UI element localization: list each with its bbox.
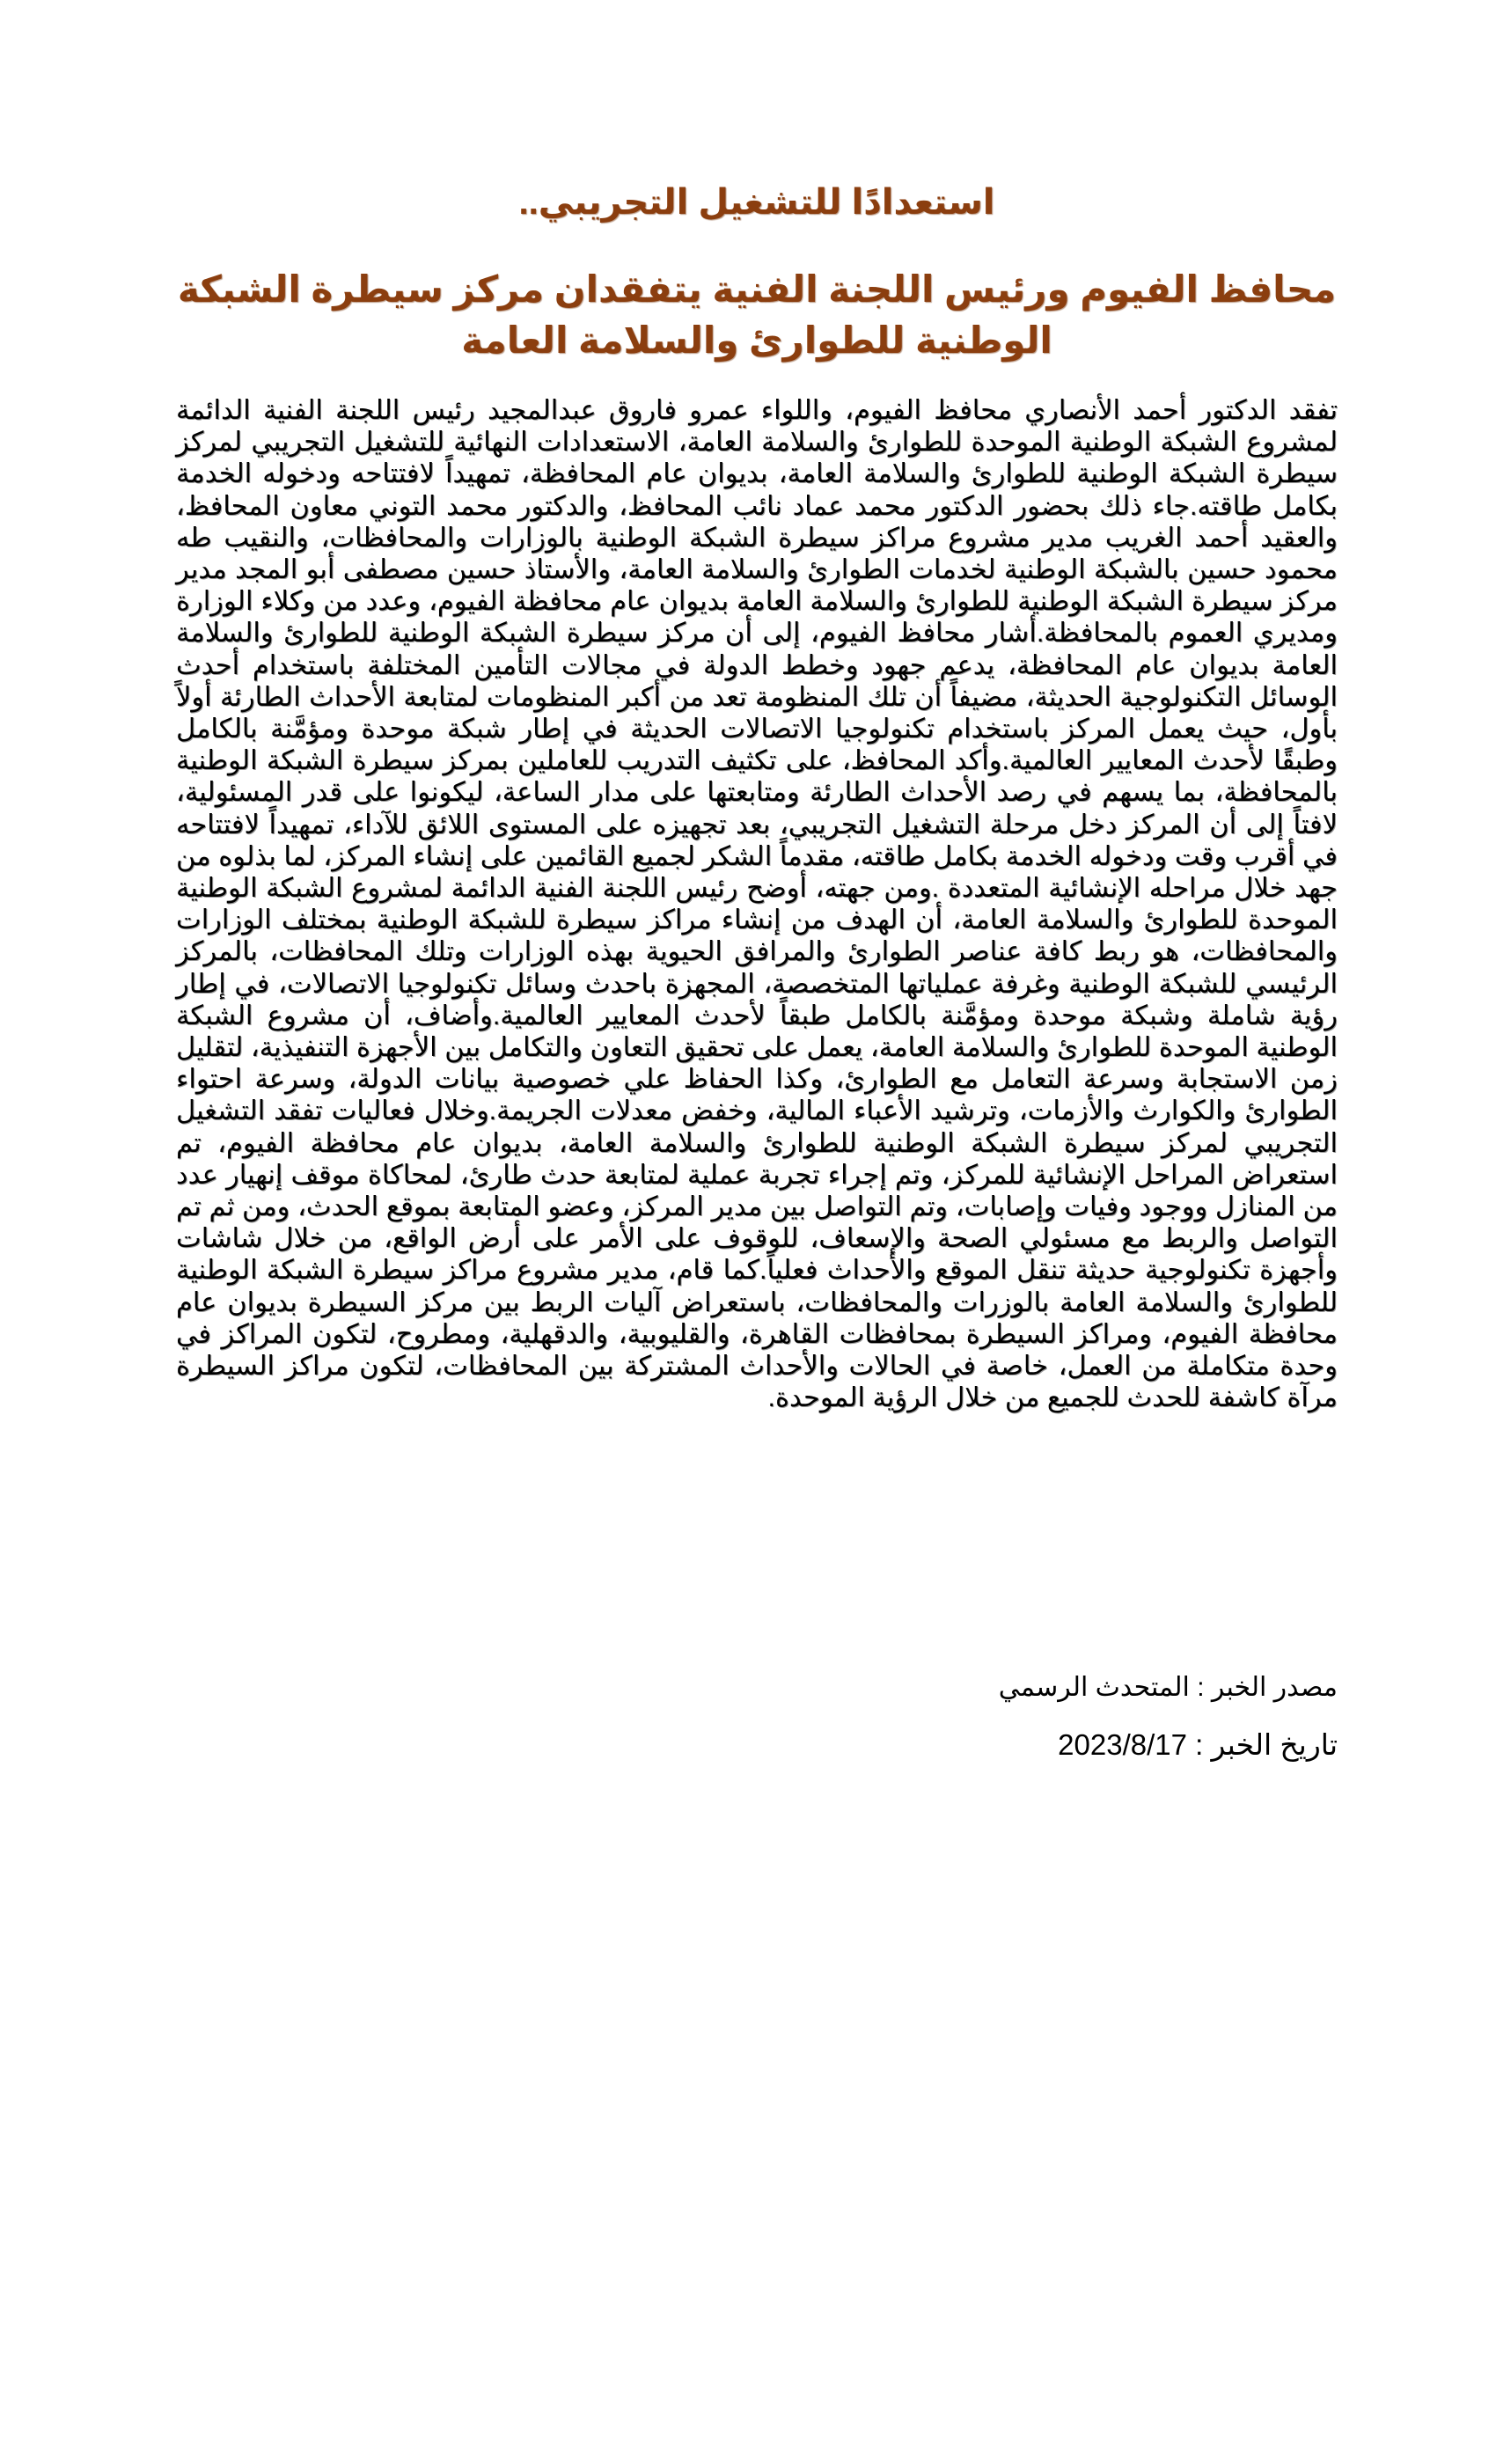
date-label: تاريخ الخبر : bbox=[1195, 1728, 1338, 1761]
source-label: مصدر الخبر : bbox=[1197, 1673, 1338, 1702]
source-value: المتحدث الرسمي bbox=[998, 1673, 1190, 1702]
article-body bbox=[176, 394, 1338, 1414]
article-headline: محافظ الفيوم ورئيس اللجنة الفنية يتفقدان مركز سيطرة الشبكة الوطنية للطوارئ والسلامة العامة bbox=[177, 268, 1337, 361]
article-source bbox=[999, 1672, 1338, 1704]
article-date bbox=[1058, 1727, 1338, 1763]
article-kicker: استعدادًا للتشغيل التجريبي.. bbox=[518, 183, 995, 222]
date-value: 2023/8/17 bbox=[1058, 1728, 1187, 1761]
article-body-paragraph: تفقد الدكتور أحمد الأنصاري محافظ الفيوم، واللواء عمرو فاروق عبدالمجيد رئيس اللجنة الفنية الدائمة لمشروع الشبكة الوطنية الموحدة للطوارئ والسلامة العامة، الاستعدادات النهائية للتشغيل التجريبي لمركز سيطرة الشبكة الوطنية للطوارئ والسلامة العامة، بديوان عام المحافظة، تمهيداً لافتتاحه ودخوله الخدمة بكامل طاقته.جاء ذلك بحضور الدكتور محمد عماد نائب المحافظ، والدكتور محمد التوني معاون المحافظ، والعقيد أحمد الغريب مدير مشروع مراكز سيطرة الشبكة الوطنية بالوزارات والمحافظات، والنقيب طه محمود حسين بالشبكة الوطنية لخدمات الطوارئ والسلامة العامة، والأستاذ حسين مصطفى أبو المجد مدير مركز سيطرة الشبكة الوطنية للطوارئ والسلامة العامة بديوان عام محافظة الفيوم، وعدد من وكلاء الوزارة ومديري العموم بالمحافظة.أشار محافظ الفيوم، إلى أن مركز سيطرة الشبكة الوطنية للطوارئ والسلامة العامة بديوان عام المحافظة، يدعم جهود وخطط الدولة في مجالات التأمين المختلفة باستخدام أحدث الوسائل التكنولوجية الحديثة، مضيفاً أن تلك المنظومة تعد من أكبر المنظومات لمتابعة الأحداث الطارئة أولاً بأول، حيث يعمل المركز باستخدام تكنولوجيا الاتصالات الحديثة في إطار شبكة موحدة ومؤمَّنة بالكامل وطبقًا لأحدث المعايير العالمية.وأكد المحافظ، على تكثيف التدريب للعاملين بمركز سيطرة الشبكة الوطنية بالمحافظة، بما يسهم في رصد الأحداث الطارئة ومتابعتها على مدار الساعة، ليكونوا على قدر المسئولية، لافتاً إلى أن المركز دخل مرحلة التشغيل التجريبي، بعد تجهيزه على المستوى اللائق للآداء، تمهيداً لافتتاحه في أقرب وقت ودخوله الخدمة بكامل طاقته، مقدماً الشكر لجميع القائمين على إنشاء المركز، لما بذلوه من جهد خلال مراحله الإنشائية المتعددة .ومن جهته، أوضح رئيس اللجنة الفنية الدائمة لمشروع الشبكة الوطنية الموحدة للطوارئ والسلامة العامة، أن الهدف من إنشاء مراكز سيطرة للشبكة الوطنية بمختلف الوزارات والمحافظات، هو ربط كافة عناصر الطوارئ والمرافق الحيوية بهذه الوزارات وتلك المحافظات، بالمركز الرئيسي للشبكة الوطنية وغرفة عملياتها المتخصصة، المجهزة باحدث وسائل تكنولوجيا الاتصالات، في إطار رؤية شاملة وشبكة موحدة ومؤمَّنة بالكامل طبقاً لأحدث المعايير العالمية.وأضاف، أن مشروع الشبكة الوطنية الموحدة للطوارئ والسلامة العامة، يعمل على تحقيق التعاون والتكامل بين الأجهزة التنفيذية، لتقليل زمن الاستجابة وسرعة التعامل مع الطوارئ، وكذا الحفاظ علي خصوصية بيانات الدولة، وسرعة احتواء الطوارئ والكوارث والأزمات، وترشيد الأعباء المالية، وخفض معدلات الجريمة.وخلال فعاليات تفقد التشغيل التجريبي لمركز سيطرة الشبكة الوطنية للطوارئ والسلامة العامة، بديوان عام محافظة الفيوم، تم استعراض المراحل الإنشائية للمركز، وتم إجراء تجربة عملية لمتابعة حدث طارئ، لمحاكاة موقف إنهيار عدد من المنازل ووجود وفيات وإصابات، وتم التواصل بين مدير المركز، وعضو المتابعة بموقع الحدث، ومن ثم تم التواصل والربط مع مسئولي الصحة والإسعاف، للوقوف على الأمر على أرض الواقع، من خلال شاشات وأجهزة تكنولوجية حديثة تنقل الموقع والأحداث فعلياً.كما قام، مدير مشروع مراكز سيطرة الشبكة الوطنية للطوارئ والسلامة العامة بالوزرات والمحافظات، باستعراض آليات الربط بين مركز السيطرة بديوان عام محافظة الفيوم، ومراكز السيطرة بمحافظات القاهرة، والقليوبية، والدقهلية، ومطروح، لتكون المراكز في وحدة متكاملة من العمل، خاصة في الحالات والأحداث المشتركة بين المحافظات، لتكون مراكز السيطرة مرآة كاشفة للحدث للجميع من خلال الرؤية الموحدة. bbox=[176, 395, 1338, 1413]
